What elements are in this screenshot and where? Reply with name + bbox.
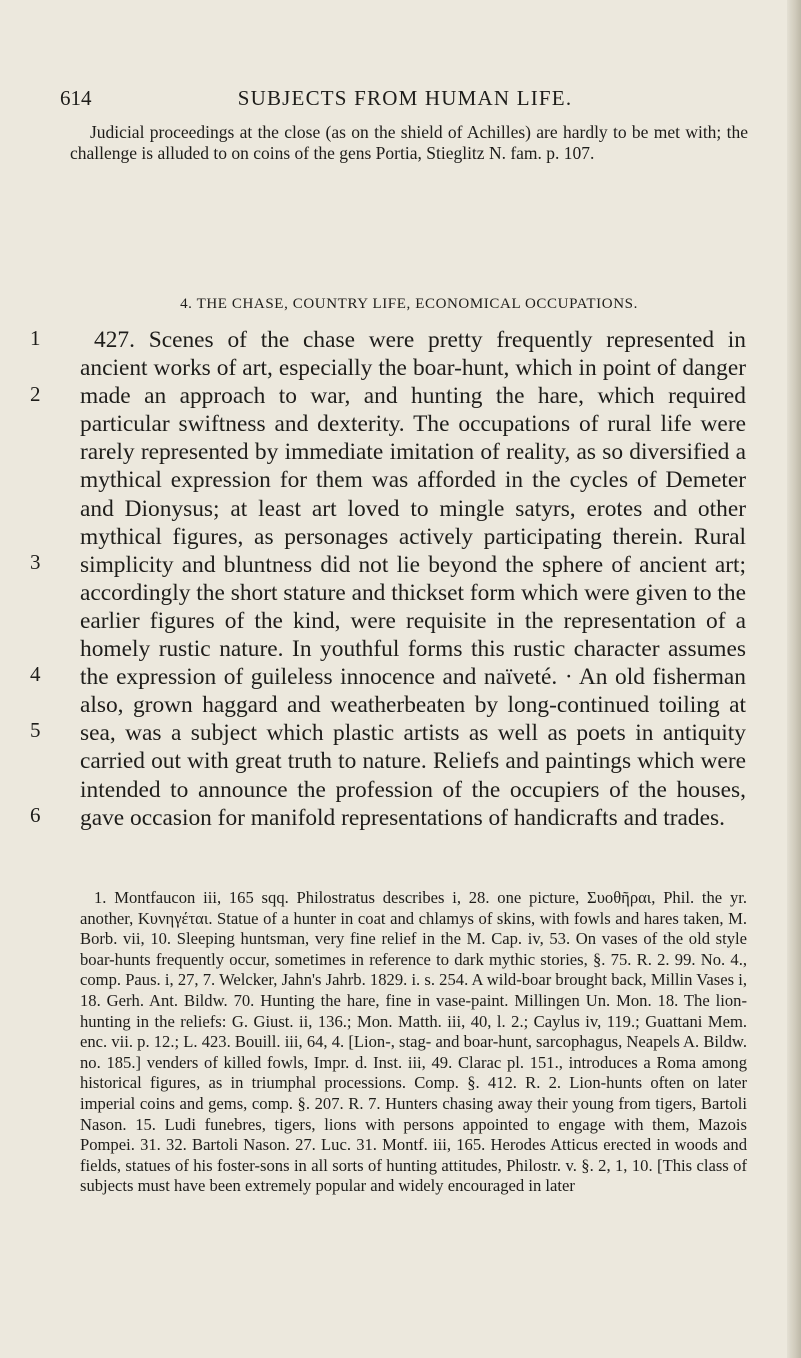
margin-number: 2 [30,382,41,406]
footnote-text: 1. Montfaucon iii, 165 sqq. Philostratus describes i, 28. one picture, Συοθῆραι, Phil. the yr. another, Κυνηγέται. Statue of a hunter in coat and chlamys of skins, with fowls and hares taken, M. Borb. vii, 10. Sleeping huntsman, very fine relief in the M. Cap. iv, 53. On vases of the old style boar-hunts frequently occur, sometimes in reference to dark mythic stories, §. 75. R. 2. 99. No. 4., comp. Paus. i, 27, 7. Welcker, Jahn's Jahrb. 1829. i. s. 254. A wild-boar brought back, Millin Vases i, 18. Gerh. Ant. Bildw. 70. Hunting the hare, fine in vase-paint. Millingen Un. Mon. 18. The lion-hunting in the reliefs: G. Giust. ii, 136.; Mon. Matth. iii, 40, l. 2.; Caylus iv, 119.; Guattani Mem. enc. vii. p. 12.; L. 423. Bouill. iii, 64, 4. [Lion-, stag- and boar-hunt, sarcophagus, Neapels A. Bildw. no. 185.] venders of killed fowls, Impr. d. Inst. iii, 49. Clarac pl. 151., introduces a Roma among historical figures, as in triumphal processions. Comp. §. 412. R. 2. Lion-hunts often on later imperial coins and gems, comp. §. 207. R. 7. Hunters chasing away their young from tigers, Bartoli Nason. 15. Ludi funebres, tigers, lions with persons appointed to engage with them, Mazois Pompei. 31. 32. Bartoli Nason. 27. Luc. 31. Montf. iii, 165. Herodes Atticus erected in woods and fields, statues of his foster-sons in all sorts of hunting attitudes, Philostr. v. §. 2, 1, 10. [This class of subjects must have been extremely popular and widely encouraged in later [80,888,747,1196]
intro-paragraph: Judicial proceedings at the close (as on the shield of Achilles) are hardly to be met with; the challenge is alluded to on coins of the gens Portia, Stieglitz N. fam. p. 107. [70,122,748,163]
margin-number: 6 [30,803,41,827]
margin-number: 4 [30,662,41,686]
margin-number: 1 [30,326,41,350]
footnote-block [80,888,747,1197]
main-paragraph: 427. Scenes of the chase were pretty frequently represented in ancient works of art, especially the boar-hunt, which in point of danger made an approach to war, and hunting the hare, which required particular swiftness and dexterity. The occupations of rural life were rarely represented by immediate imitation of reality, as so diversified a mythical expression for them was afforded in the cycles of Demeter and Dionysus; at least art loved to mingle satyrs, erotes and other mythical figures, as personages actively participating therein. Rural simplicity and bluntness did not lie beyond the sphere of ancient art; accordingly the short stature and thickset form which were given to the earlier figures of the kind, were requisite in the representation of a homely rustic nature. In youthful forms this rustic character assumes the expression of guileless innocence and naïveté. · An old fisherman also, grown haggard and weatherbeaten by long-continued toiling at sea, was a subject which plastic artists as well as poets in antiquity carried out with great truth to nature. Reliefs and paintings which were intended to announce the profession of the occupiers of the houses, gave occasion for manifold representations of handicrafts and trades. [80,327,746,831]
page-header [60,86,750,116]
margin-number: 5 [30,718,41,742]
page-edge-shadow [787,0,801,1358]
main-text-block [80,326,746,832]
running-head: SUBJECTS FROM HUMAN LIFE. [237,86,573,110]
margin-number: 3 [30,550,41,574]
intro-paragraph-block [70,122,748,164]
page-number: 614 [60,86,92,110]
section-heading: 4. THE CHASE, COUNTRY LIFE, ECONOMICAL OCCUPATIONS. [180,296,638,312]
